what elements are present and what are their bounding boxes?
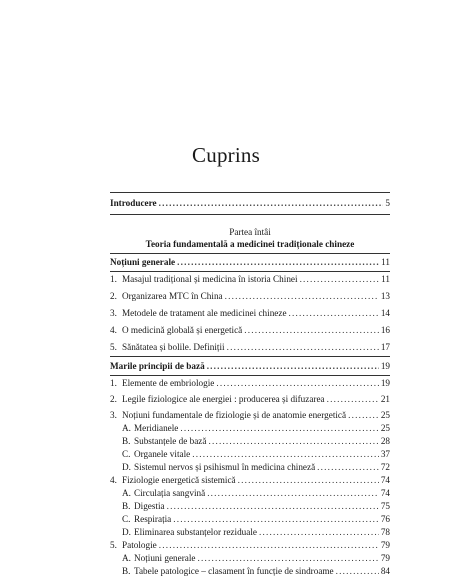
leader-dots bbox=[159, 197, 384, 210]
leader-dots bbox=[317, 461, 379, 474]
toc-entry-page: 5 bbox=[385, 198, 390, 208]
toc-entry-page: 21 bbox=[380, 394, 390, 404]
toc-subentry[interactable] bbox=[110, 448, 390, 461]
toc-entry-page: 17 bbox=[380, 342, 390, 352]
toc-entry-page: 78 bbox=[380, 527, 390, 537]
toc-entry-letter: A. bbox=[122, 423, 131, 433]
toc-subentry[interactable] bbox=[110, 500, 390, 513]
toc-entry-page: 72 bbox=[380, 462, 390, 472]
leader-dots bbox=[244, 324, 379, 337]
toc-entry[interactable] bbox=[110, 539, 390, 552]
toc-entry-number: 2. bbox=[110, 394, 117, 404]
toc-entry-page: 28 bbox=[380, 436, 390, 446]
rule-section-2 bbox=[110, 356, 390, 357]
leader-dots bbox=[289, 307, 379, 320]
toc-entry[interactable] bbox=[110, 341, 390, 354]
toc-entry-number: 4. bbox=[110, 475, 117, 485]
leader-dots bbox=[180, 422, 378, 435]
toc-entry[interactable] bbox=[110, 273, 390, 286]
toc-entry-letter: B. bbox=[122, 436, 131, 446]
leader-dots bbox=[192, 448, 379, 461]
toc-subentry[interactable] bbox=[110, 487, 390, 500]
toc-entry[interactable] bbox=[110, 307, 390, 320]
toc-entry-page: 25 bbox=[380, 410, 390, 420]
toc-entry-number: 4. bbox=[110, 325, 117, 335]
toc-entry-letter: D. bbox=[122, 527, 131, 537]
toc-entry-label: Noțiuni fundamentale de fiziologie și de anatomie energetică bbox=[122, 410, 347, 420]
part-title: Teoria fundamentală a medicinei tradiționale chineze bbox=[145, 239, 355, 249]
toc-entry-page: 11 bbox=[381, 274, 390, 284]
toc-entry-label: Masajul tradițional și medicina în istoria Chinei bbox=[122, 274, 298, 284]
toc-entry-page: 25 bbox=[380, 423, 390, 433]
toc-entry[interactable] bbox=[110, 474, 390, 487]
section-heading-page: 19 bbox=[380, 361, 390, 371]
leader-dots bbox=[197, 552, 378, 565]
section-heading-page: 11 bbox=[381, 257, 390, 267]
toc-entry-number: 1. bbox=[110, 274, 117, 284]
leader-dots bbox=[207, 360, 379, 373]
rule-section-1-bottom bbox=[110, 271, 390, 272]
toc-entry-number: 3. bbox=[110, 308, 117, 318]
rule-bottom-intro bbox=[110, 214, 390, 215]
toc-entry-page: 79 bbox=[380, 553, 390, 563]
toc-entry-page: 13 bbox=[380, 291, 390, 301]
section-heading-label: Marile principii de bază bbox=[110, 361, 205, 371]
section-heading-label: Noțiuni generale bbox=[110, 257, 176, 267]
toc-entry-label: Patologie bbox=[122, 540, 157, 550]
toc-entry-label: Introducere bbox=[110, 198, 157, 208]
toc-subentry[interactable] bbox=[110, 461, 390, 474]
toc-entry[interactable] bbox=[110, 324, 390, 337]
toc-entry-letter: C. bbox=[122, 449, 131, 459]
toc-entry-label: Sănătatea și bolile. Definiții bbox=[122, 342, 225, 352]
toc-entry-page: 74 bbox=[380, 488, 390, 498]
toc-entry-page: 74 bbox=[380, 475, 390, 485]
leader-dots bbox=[208, 435, 378, 448]
toc-entry-page: 75 bbox=[380, 501, 390, 511]
toc-subentry[interactable] bbox=[110, 422, 390, 435]
leader-dots bbox=[177, 256, 379, 269]
leader-dots bbox=[227, 341, 379, 354]
leader-dots bbox=[300, 273, 380, 286]
toc-entry-number: 5. bbox=[110, 342, 117, 352]
toc-entry-page: 79 bbox=[380, 540, 390, 550]
toc-entry-page: 84 bbox=[380, 566, 390, 576]
leader-dots bbox=[173, 513, 379, 526]
toc-entry-page: 37 bbox=[380, 449, 390, 459]
rule-section-2-bottom bbox=[110, 375, 390, 376]
leader-dots bbox=[238, 474, 379, 487]
toc-entry-label: Respirația bbox=[134, 514, 172, 524]
toc-entry[interactable] bbox=[110, 377, 390, 390]
toc-entry-label: Metodele de tratament ale medicinei chineze bbox=[122, 308, 287, 318]
toc-entry-letter: D. bbox=[122, 462, 131, 472]
toc-subentry[interactable] bbox=[110, 565, 390, 578]
toc-entry-label: Digestia bbox=[134, 501, 165, 511]
toc-entry-number: 3. bbox=[110, 410, 117, 420]
toc-entry-letter: B. bbox=[122, 501, 131, 511]
toc-entry-label: Organizarea MTC în China bbox=[122, 291, 223, 301]
toc-subentry[interactable] bbox=[110, 526, 390, 539]
page-title: Cuprins bbox=[192, 143, 260, 167]
toc-entry-page: 16 bbox=[380, 325, 390, 335]
toc-entry-number: 5. bbox=[110, 540, 117, 550]
toc-subentry[interactable] bbox=[110, 435, 390, 448]
toc-entry-label: Noțiuni generale bbox=[134, 553, 196, 563]
toc-subentry[interactable] bbox=[110, 552, 390, 565]
toc-entry-label: Fiziologie energetică sistemică bbox=[122, 475, 236, 485]
toc-entry-label: Sistemul nervos și psihismul în medicina chineză bbox=[134, 462, 316, 472]
leader-dots bbox=[259, 526, 379, 539]
toc-entry-number: 1. bbox=[110, 378, 117, 388]
toc-subentry[interactable] bbox=[110, 513, 390, 526]
toc-entry-label: Legile fiziologice ale energiei : producerea și difuzarea bbox=[122, 394, 325, 404]
toc-entry-label: Organele vitale bbox=[134, 449, 191, 459]
toc-entry-label: Elemente de embriologie bbox=[122, 378, 215, 388]
toc-entry[interactable] bbox=[110, 393, 390, 406]
leader-dots bbox=[207, 487, 379, 500]
part-label: Partea întâi bbox=[229, 227, 271, 237]
rule-top-intro bbox=[110, 192, 390, 193]
rule-section-1 bbox=[110, 253, 390, 254]
toc-entry-label: O medicină globală și energetică bbox=[122, 325, 243, 335]
leader-dots bbox=[159, 539, 379, 552]
toc-entry-label: Tabele patologice – clasament în funcție de sindroame bbox=[134, 566, 334, 576]
toc-entry-label: Circulația sangvină bbox=[134, 488, 206, 498]
toc-entry-letter: A. bbox=[122, 488, 131, 498]
toc-entry-number: 2. bbox=[110, 291, 117, 301]
toc-entry-label: Substanțele de bază bbox=[134, 436, 207, 446]
toc-entry-page: 14 bbox=[380, 308, 390, 318]
toc-entry-label: Meridianele bbox=[134, 423, 179, 433]
section-heading[interactable] bbox=[110, 256, 390, 269]
section-heading[interactable] bbox=[110, 360, 390, 373]
toc-entry-page: 76 bbox=[380, 514, 390, 524]
leader-dots bbox=[348, 409, 379, 422]
toc-entry-page: 19 bbox=[380, 378, 390, 388]
toc-entry-letter: C. bbox=[122, 514, 131, 524]
leader-dots bbox=[327, 393, 379, 406]
toc-entry-letter: B. bbox=[122, 566, 131, 576]
toc-entry-letter: A. bbox=[122, 553, 131, 563]
leader-dots bbox=[225, 290, 379, 303]
toc-entry-label: Eliminarea substanțelor reziduale bbox=[134, 527, 257, 537]
toc-entry[interactable] bbox=[110, 409, 390, 422]
toc-entry-introduction[interactable] bbox=[110, 197, 390, 210]
leader-dots bbox=[336, 565, 379, 578]
toc-entry[interactable] bbox=[110, 290, 390, 303]
leader-dots bbox=[167, 500, 379, 513]
leader-dots bbox=[216, 377, 378, 390]
